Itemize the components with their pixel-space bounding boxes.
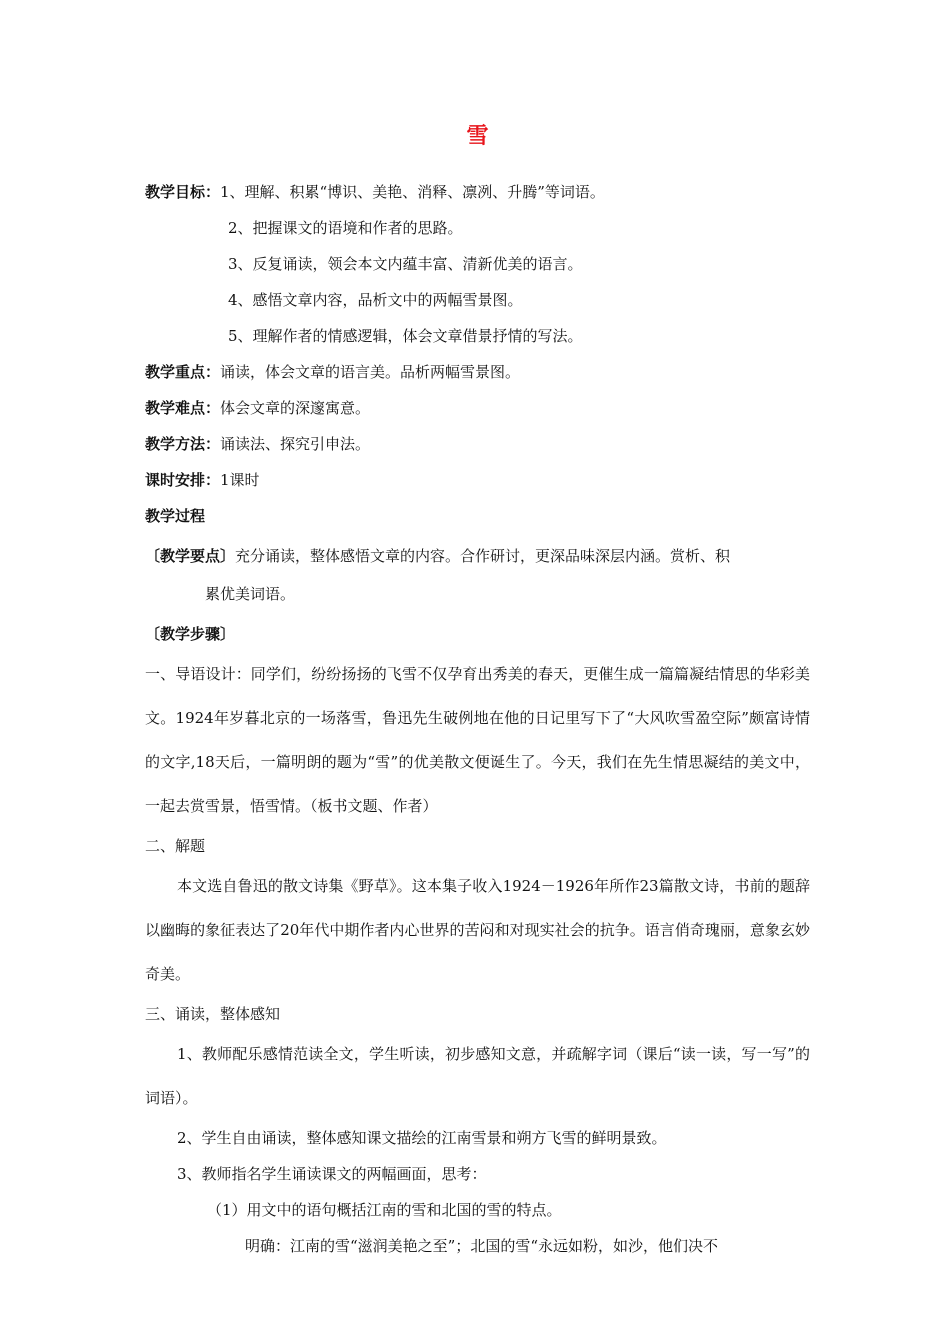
essentials-continuation: 累优美词语。 — [205, 585, 296, 603]
key-points — [145, 354, 810, 390]
teaching-goal-5: 5、理解作者的情感逻辑，体会文章借景抒情的写法。 — [228, 327, 583, 345]
section-3-heading: 三、诵读，整体感知 — [145, 1005, 281, 1023]
essentials-label: 〔教学要点〕 — [145, 547, 236, 565]
teaching-goal-1 — [145, 174, 810, 210]
schedule — [145, 462, 810, 498]
section-intro: 一、导语设计：同学们，纷纷扬扬的飞雪不仅孕育出秀美的春天，更催生成一篇篇凝结情思的华彩美文。1924年岁暮北京的一场落雪，鲁迅先生破例地在他的日记里写下了“大风吹雪盈空际”颇富诗情的文字,18天后，一篇明朗的题为“雪”的优美散文便诞生了。今天，我们在先生情思凝结的美文中，一起去赏雪景，悟雪情。（板书文题、作者） — [145, 665, 810, 815]
section-2-heading: 二、解题 — [145, 837, 206, 855]
key-points-text: 诵读，体会文章的语言美。品析两幅雪景图。 — [220, 363, 521, 381]
teaching-goal-2: 2、把握课文的语境和作者的思路。 — [228, 219, 463, 237]
section-2-text: 本文选自鲁迅的散文诗集《野草》。这本集子收入1924－1926年所作23篇散文诗，书前的题辞以幽晦的象征表达了20年代中期作者内心世界的苦闷和对现实社会的抗争。语言俏奇瑰丽，意象玄妙奇美。 — [145, 877, 810, 983]
methods — [145, 426, 810, 462]
document-page — [145, 120, 810, 1264]
teaching-goals-label: 教学目标： — [145, 183, 221, 201]
difficulty-text: 体会文章的深邃寓意。 — [220, 399, 371, 417]
step-3: 3、教师指名学生诵读课文的两幅画面，思考： — [177, 1165, 487, 1183]
difficulty-label: 教学难点： — [145, 399, 221, 417]
key-points-label: 教学重点： — [145, 363, 221, 381]
essentials — [145, 534, 810, 616]
teaching-goal-4: 4、感悟文章内容，品析文中的两幅雪景图。 — [228, 291, 523, 309]
teaching-goal-text: 1、理解、积累“博识、美艳、消释、凛冽、升腾”等词语。 — [220, 183, 605, 201]
step-2: 2、学生自由诵读，整体感知课文描绘的江南雪景和朔方飞雪的鲜明景致。 — [177, 1129, 667, 1147]
methods-text: 诵读法、探究引申法。 — [220, 435, 371, 453]
schedule-text: 1课时 — [220, 471, 260, 489]
difficulty — [145, 390, 810, 426]
question-1: （1）用文中的语句概括江南的雪和北国的雪的特点。 — [207, 1201, 562, 1219]
essentials-text: 充分诵读，整体感悟文章的内容。合作研讨，更深品味深层内涵。赏析、积 — [235, 547, 731, 565]
teaching-goal-3: 3、反复诵读，领会本文内蕴丰富、清新优美的语言。 — [228, 255, 583, 273]
process-heading: 教学过程 — [145, 507, 206, 525]
schedule-label: 课时安排： — [145, 471, 221, 489]
step-1: 1、教师配乐感情范读全文，学生听读，初步感知文意，并疏解字词（课后“读一读，写一写”的词语）。 — [145, 1045, 810, 1107]
methods-label: 教学方法： — [145, 435, 221, 453]
document-title: 雪 — [466, 123, 489, 149]
steps-heading: 〔教学步骤〕 — [145, 625, 236, 643]
answer-1: 明确：江南的雪“滋润美艳之至”；北国的雪“永远如粉，如沙，他们决不 — [245, 1237, 719, 1255]
